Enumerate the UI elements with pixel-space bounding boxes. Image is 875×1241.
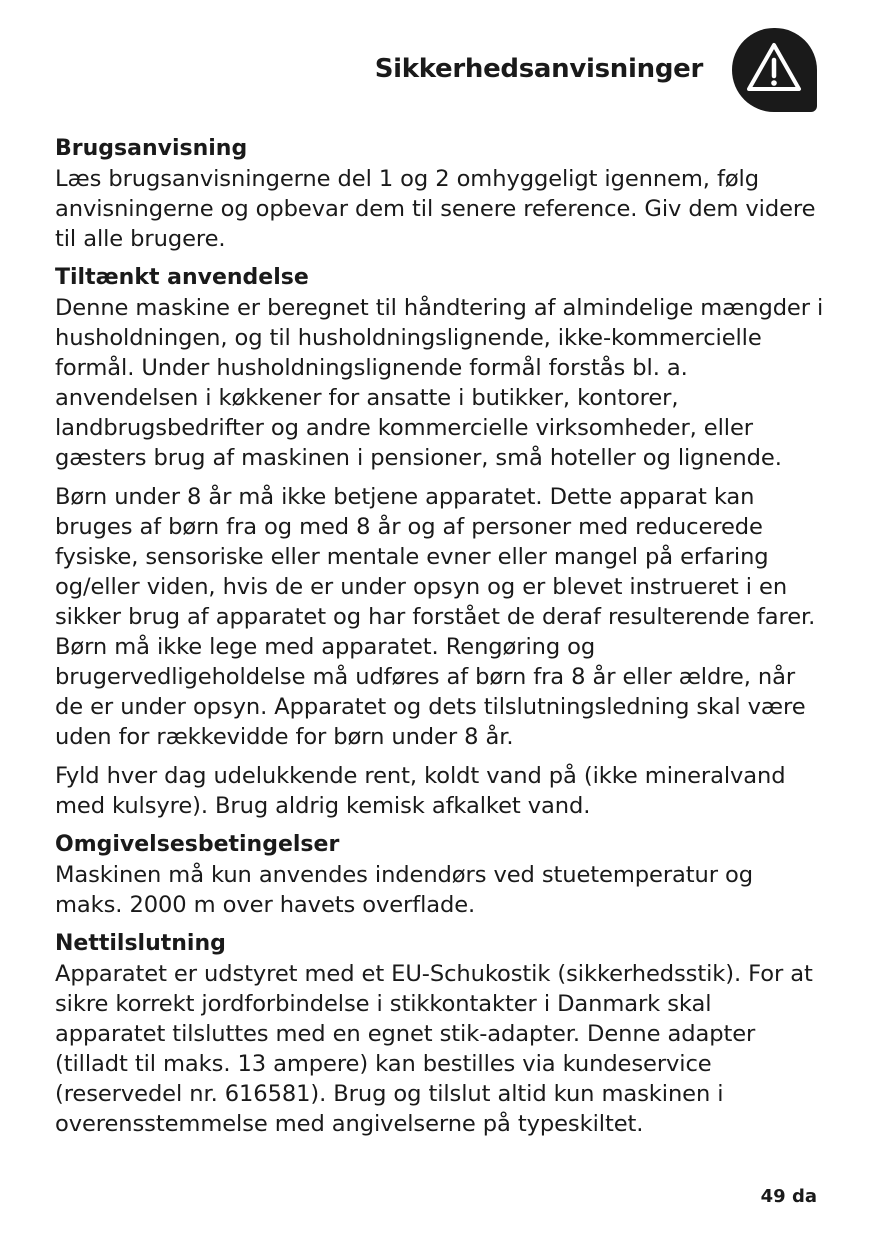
section-heading: Brugsanvisning xyxy=(55,136,248,161)
paragraph: Fyld hver dag udelukkende rent, koldt vand på (ikke mineralvand med kulsyre). Brug aldrig kemisk afkalket vand. xyxy=(55,763,786,819)
page-header xyxy=(0,28,875,118)
page-number: 49 da xyxy=(760,1186,817,1207)
section-brugsanvisning xyxy=(55,134,825,254)
section-heading: Nettilslutning xyxy=(55,931,226,956)
section-omgivelsesbetingelser xyxy=(55,830,825,920)
paragraph: Børn under 8 år må ikke betjene apparatet. Dette apparat kan bruges af børn fra og med 8 år og af personer med reducerede fysiske, sensoriske eller mentale evner eller mangel på erfaring og/eller viden, hvis de er under opsyn og er blevet instrueret i en sikker brug af apparatet og har forstået de deraf resulterende farer. Børn må ikke lege med apparatet. Rengøring og brugervedligeholdelse må udføres af børn fra 8 år eller ældre, når de er under opsyn. Apparatet og dets tilslutningsledning skal være uden for rækkevidde for børn under 8 år. xyxy=(55,484,816,750)
warning-triangle-icon xyxy=(744,38,804,98)
paragraph: Apparatet er udstyret med et EU-Schukostik (sikkerhedsstik). For at sikre korrekt jordforbindelse i stikkontakter i Danmark skal apparatet tilsluttes med en egnet stik-adapter. Denne adapter (tilladt til maks. 13 ampere) kan bestilles via kundeservice (reservedel nr. 616581). Brug og tilslut altid kun maskinen i overensstemmelse med angivelserne på typeskiltet. xyxy=(55,961,813,1137)
paragraph: Maskinen må kun anvendes indendørs ved stuetemperatur og maks. 2000 m over havets overflade. xyxy=(55,862,753,918)
paragraph: Denne maskine er beregnet til håndtering af almindelige mængder i husholdningen, og til husholdningslignende, ikke-kommercielle formål. Under husholdningslignende formål forstås bl. a. anvendelsen i køkkener for ansatte i butikker, kontorer, landbrugsbedrifter og andre kommercielle virksomheder, eller gæsters brug af maskinen i pensioner, små hoteller og lignende. xyxy=(55,295,824,471)
paragraph: Læs brugsanvisningerne del 1 og 2 omhyggeligt igennem, følg anvisningerne og opbevar dem til senere reference. Giv dem videre til alle brugere. xyxy=(55,166,816,252)
section-tiltaenkt-anvendelse xyxy=(55,263,825,821)
section-nettilslutning xyxy=(55,929,825,1139)
section-heading: Tiltænkt anvendelse xyxy=(55,265,309,290)
section-heading: Omgivelsesbetingelser xyxy=(55,832,340,857)
warning-badge xyxy=(732,28,817,112)
page-title: Sikkerhedsanvisninger xyxy=(374,54,703,84)
document-body xyxy=(55,134,825,1148)
